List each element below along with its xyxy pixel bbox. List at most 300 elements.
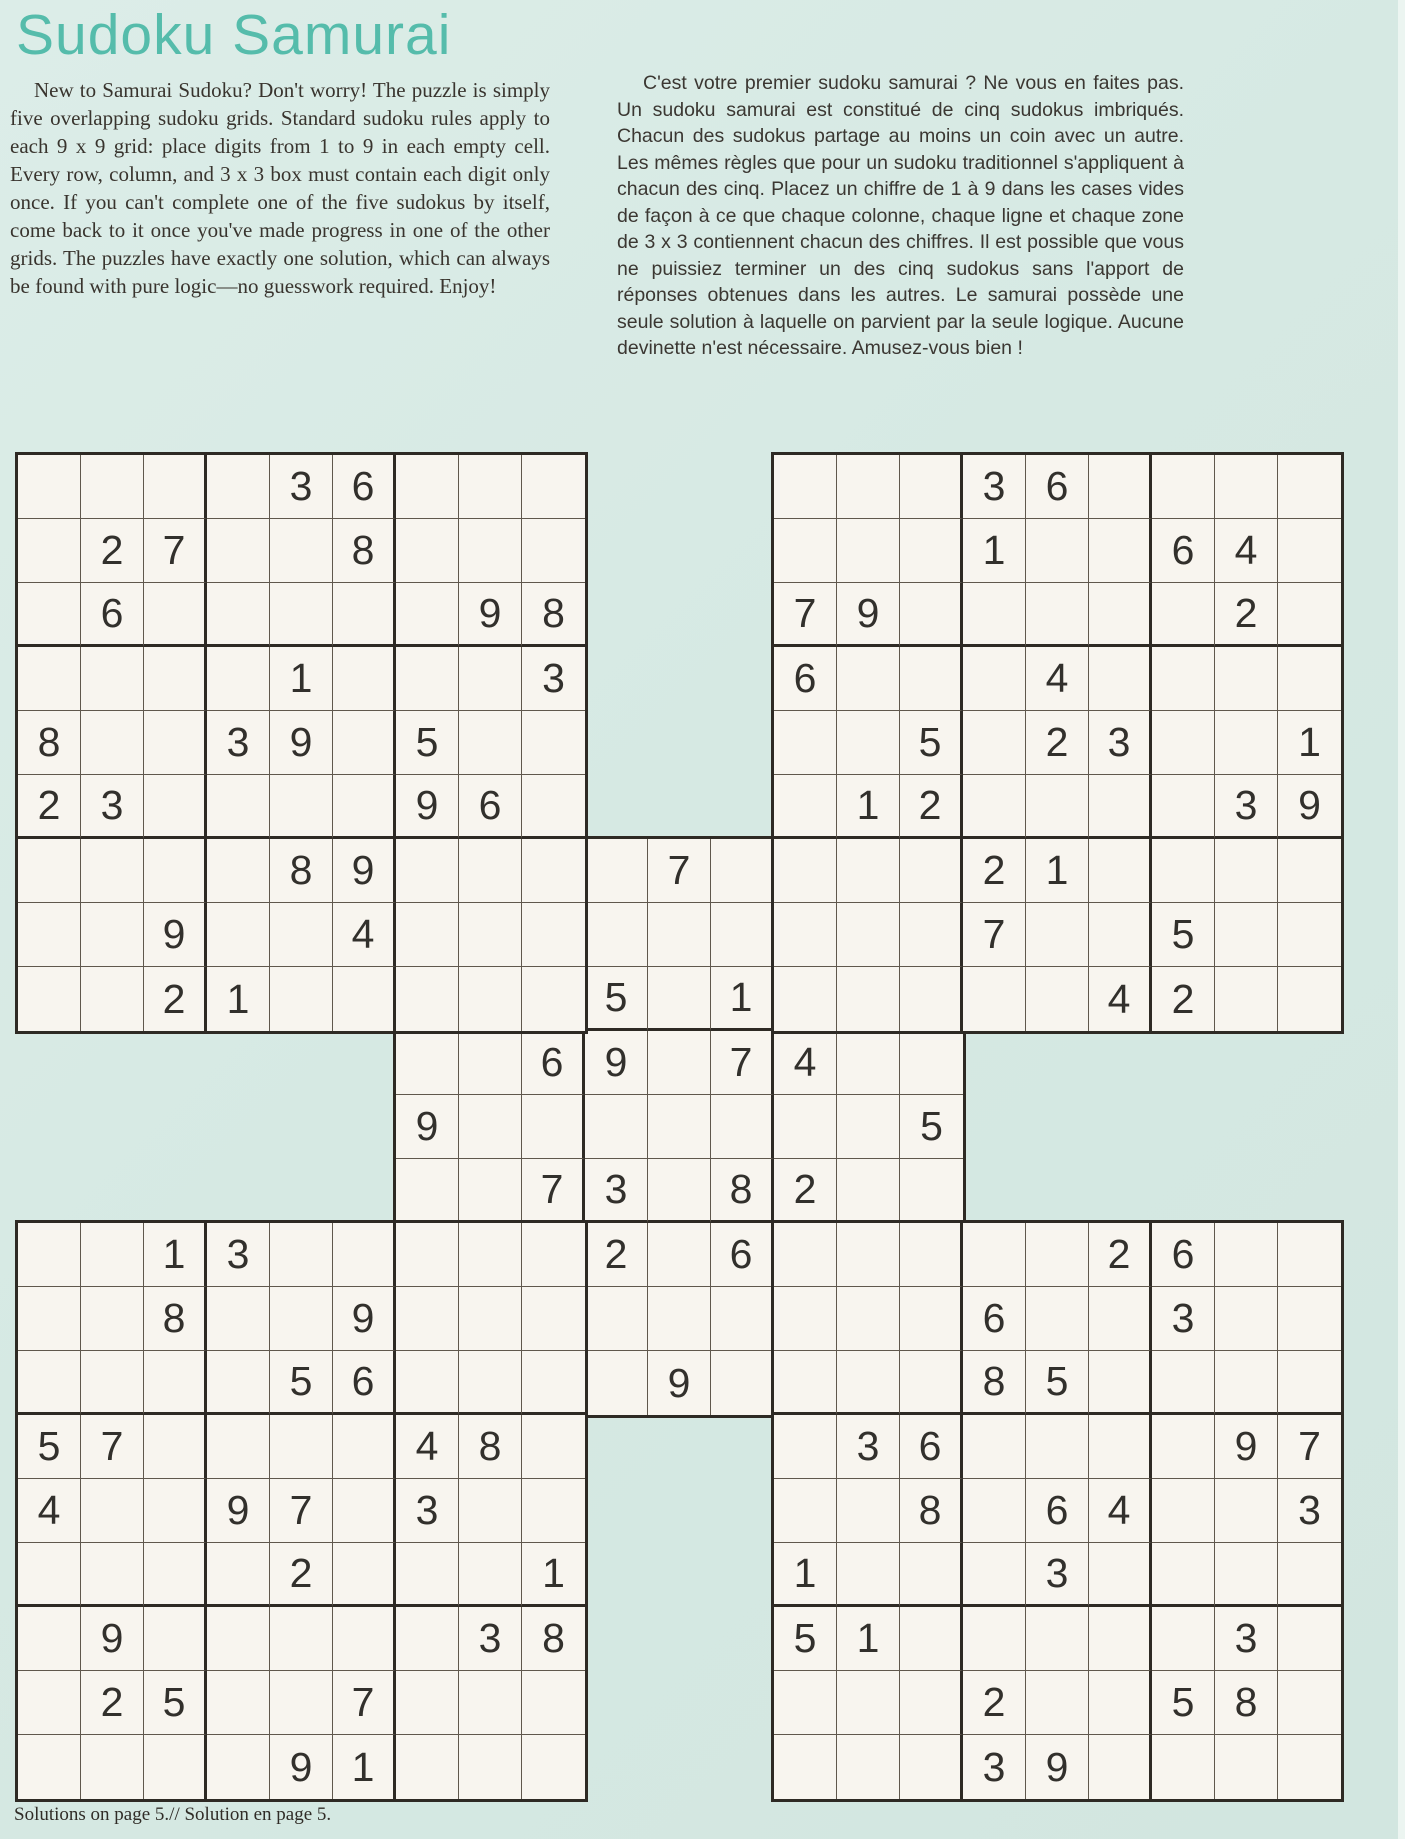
sudoku-cell <box>270 967 333 1031</box>
sudoku-cell <box>333 711 396 775</box>
sudoku-cell <box>207 1351 270 1415</box>
sudoku-cell <box>144 1351 207 1415</box>
sudoku-cell <box>459 1671 522 1735</box>
sudoku-cell <box>1089 1287 1152 1351</box>
sudoku-cell: 3 <box>207 711 270 775</box>
sudoku-cell <box>522 903 585 967</box>
sudoku-cell <box>1026 519 1089 583</box>
sudoku-cell <box>396 647 459 711</box>
sudoku-cell: 4 <box>774 1031 837 1095</box>
sudoku-cell <box>774 1479 837 1543</box>
sudoku-cell: 9 <box>1215 1415 1278 1479</box>
sudoku-cell <box>837 647 900 711</box>
sudoku-cell: 2 <box>774 1159 837 1223</box>
sudoku-cell: 3 <box>207 1223 270 1287</box>
sudoku-cell <box>963 1223 1026 1287</box>
sudoku-cell <box>774 711 837 775</box>
sudoku-cell <box>333 1223 396 1287</box>
sudoku-cell <box>144 1735 207 1799</box>
sudoku-cell <box>774 775 837 839</box>
sudoku-cell <box>396 455 459 519</box>
sudoku-cell <box>1089 1415 1152 1479</box>
sudoku-cell <box>1278 1543 1341 1607</box>
sudoku-cell <box>1026 903 1089 967</box>
sudoku-cell <box>837 839 900 903</box>
sudoku-cell: 3 <box>396 1479 459 1543</box>
sudoku-cell <box>396 1287 459 1351</box>
sudoku-cell: 3 <box>1152 1287 1215 1351</box>
sudoku-cell <box>837 1351 900 1415</box>
grid-bottom-left <box>15 1220 588 1802</box>
sudoku-cell <box>333 1607 396 1671</box>
sudoku-cell: 6 <box>459 775 522 839</box>
sudoku-cell <box>711 903 774 967</box>
solutions-note: Solutions on page 5.// Solution en page 5. <box>14 1804 332 1825</box>
sudoku-cell: 2 <box>81 1671 144 1735</box>
sudoku-cell <box>1215 1735 1278 1799</box>
intro-english: New to Samurai Sudoku? Don't worry! The puzzle is simply five overlapping sudoku grids. Standard sudoku rules apply to each 9 x 9 grid: place digits from 1 to 9 in each empty cell. Every row, column, and 3 x 3 box must contain each digit only once. If you can't complete one of the five sudokus by itself, come back to it once you've made progress in one of the other grids. The puzzles have exactly one solution, which can always be found with pure logic—no guesswork required. Enjoy! <box>10 78 550 298</box>
sudoku-cell: 5 <box>900 1095 963 1159</box>
sudoku-cell <box>1215 1287 1278 1351</box>
sudoku-cell <box>1089 1735 1152 1799</box>
sudoku-cell <box>1278 583 1341 647</box>
sudoku-cell: 9 <box>648 1351 711 1415</box>
sudoku-cell: 6 <box>81 583 144 647</box>
sudoku-cell <box>774 1287 837 1351</box>
sudoku-cell: 8 <box>522 583 585 647</box>
sudoku-cell: 1 <box>333 1735 396 1799</box>
sudoku-cell <box>396 1351 459 1415</box>
sudoku-cell <box>18 519 81 583</box>
sudoku-cell: 9 <box>207 1479 270 1543</box>
sudoku-cell: 1 <box>270 647 333 711</box>
sudoku-cell <box>1089 1671 1152 1735</box>
sudoku-cell: 2 <box>1026 711 1089 775</box>
sudoku-cell <box>774 455 837 519</box>
sudoku-cell <box>774 1351 837 1415</box>
sudoku-cell: 2 <box>585 1223 648 1287</box>
sudoku-cell: 9 <box>333 839 396 903</box>
sudoku-cell: 8 <box>963 1351 1026 1415</box>
sudoku-cell <box>1278 1223 1341 1287</box>
sudoku-cell <box>459 1159 522 1223</box>
sudoku-cell: 6 <box>1152 519 1215 583</box>
sudoku-cell <box>81 1543 144 1607</box>
sudoku-cell <box>900 1287 963 1351</box>
scan-edge-artifact <box>1398 0 1405 1839</box>
sudoku-cell <box>900 1671 963 1735</box>
sudoku-cell <box>459 1543 522 1607</box>
sudoku-cell: 5 <box>270 1351 333 1415</box>
sudoku-cell <box>459 903 522 967</box>
sudoku-cell: 8 <box>144 1287 207 1351</box>
sudoku-cell: 7 <box>711 1031 774 1095</box>
sudoku-cell <box>1152 647 1215 711</box>
sudoku-cell <box>144 583 207 647</box>
sudoku-cell <box>522 1095 585 1159</box>
sudoku-cell <box>1278 1671 1341 1735</box>
sudoku-cell <box>1215 839 1278 903</box>
sudoku-cell: 3 <box>837 1415 900 1479</box>
sudoku-cell <box>144 1479 207 1543</box>
sudoku-cell: 9 <box>396 1095 459 1159</box>
sudoku-cell <box>81 839 144 903</box>
sudoku-cell <box>585 903 648 967</box>
sudoku-cell <box>774 519 837 583</box>
sudoku-cell <box>18 1543 81 1607</box>
sudoku-cell <box>585 1287 648 1351</box>
sudoku-cell <box>1215 903 1278 967</box>
sudoku-cell: 1 <box>144 1223 207 1287</box>
sudoku-cell: 7 <box>648 839 711 903</box>
sudoku-cell <box>900 583 963 647</box>
sudoku-cell <box>144 1543 207 1607</box>
sudoku-cell: 1 <box>522 1543 585 1607</box>
sudoku-cell <box>963 1607 1026 1671</box>
sudoku-cell <box>1089 647 1152 711</box>
sudoku-cell: 3 <box>585 1159 648 1223</box>
sudoku-cell <box>774 1223 837 1287</box>
sudoku-cell <box>1215 711 1278 775</box>
intro-french: C'est votre premier sudoku samurai ? Ne vous en faites pas. Un sudoku samurai est constitué de cinq sudokus imbriqués. Chacun des sudokus partage au moins un coin avec un autre. Les mêmes règles que pour un sudoku traditionnel s'appliquent à chacun des cinq. Placez un chiffre de 1 à 9 dans les cases vides de façon à ce que chaque colonne, chaque ligne et chaque zone de 3 x 3 contiennent chacun des chiffres. Il est possible que vous ne puissiez terminer un des cinq sudokus sans l'apport de réponses obtenues dans les autres. Le samurai possède une seule solution à laquelle on parvient par la seule logique. Aucune devinette n'est nécessaire. Amusez-vous bien ! <box>617 72 1184 359</box>
sudoku-cell: 5 <box>1152 903 1215 967</box>
sudoku-cell: 2 <box>144 967 207 1031</box>
sudoku-cell <box>711 1095 774 1159</box>
sudoku-cell <box>1026 583 1089 647</box>
sudoku-cell: 7 <box>270 1479 333 1543</box>
sudoku-cell <box>333 1415 396 1479</box>
sudoku-cell <box>900 903 963 967</box>
sudoku-cell <box>396 967 459 1031</box>
sudoku-cell: 9 <box>459 583 522 647</box>
sudoku-cell <box>1152 711 1215 775</box>
grid-top-left <box>15 452 588 1034</box>
sudoku-cell <box>963 583 1026 647</box>
sudoku-cell <box>18 647 81 711</box>
sudoku-cell <box>207 455 270 519</box>
sudoku-cell <box>81 903 144 967</box>
sudoku-cell: 6 <box>774 647 837 711</box>
sudoku-cell <box>396 1543 459 1607</box>
sudoku-cell <box>18 839 81 903</box>
sudoku-cell <box>207 1543 270 1607</box>
sudoku-cell <box>837 1031 900 1095</box>
sudoku-cell: 9 <box>81 1607 144 1671</box>
page-title: Sudoku Samurai <box>16 3 452 67</box>
sudoku-cell <box>837 1543 900 1607</box>
sudoku-cell <box>963 967 1026 1031</box>
sudoku-cell: 4 <box>333 903 396 967</box>
sudoku-cell <box>396 1735 459 1799</box>
sudoku-cell <box>459 839 522 903</box>
sudoku-cell <box>1026 1415 1089 1479</box>
sudoku-cell <box>1215 1543 1278 1607</box>
sudoku-cell <box>963 711 1026 775</box>
sudoku-cell <box>522 455 585 519</box>
sudoku-cell: 8 <box>18 711 81 775</box>
sudoku-cell <box>333 775 396 839</box>
sudoku-cell <box>207 903 270 967</box>
sudoku-cell: 8 <box>1215 1671 1278 1735</box>
sudoku-cell: 2 <box>963 1671 1026 1735</box>
sudoku-cell: 9 <box>144 903 207 967</box>
sudoku-cell <box>1152 583 1215 647</box>
sudoku-cell: 6 <box>333 455 396 519</box>
sudoku-cell <box>396 839 459 903</box>
sudoku-cell: 2 <box>1215 583 1278 647</box>
sudoku-cell <box>81 1223 144 1287</box>
sudoku-cell <box>459 967 522 1031</box>
sudoku-cell: 8 <box>522 1607 585 1671</box>
sudoku-cell <box>396 903 459 967</box>
sudoku-cell <box>459 711 522 775</box>
sudoku-cell <box>1215 1351 1278 1415</box>
sudoku-cell <box>270 903 333 967</box>
sudoku-cell <box>18 455 81 519</box>
sudoku-cell <box>81 455 144 519</box>
sudoku-cell <box>900 519 963 583</box>
sudoku-cell <box>837 1735 900 1799</box>
sudoku-cell <box>522 1479 585 1543</box>
sudoku-cell: 5 <box>144 1671 207 1735</box>
sudoku-cell <box>396 1223 459 1287</box>
sudoku-cell <box>18 1223 81 1287</box>
sudoku-cell <box>18 967 81 1031</box>
sudoku-cell: 9 <box>1026 1735 1089 1799</box>
sudoku-cell <box>1152 1351 1215 1415</box>
sudoku-cell: 2 <box>18 775 81 839</box>
sudoku-cell <box>1215 455 1278 519</box>
sudoku-cell: 9 <box>270 1735 333 1799</box>
sudoku-cell <box>144 839 207 903</box>
sudoku-cell <box>81 647 144 711</box>
sudoku-cell: 8 <box>711 1159 774 1223</box>
sudoku-cell <box>270 519 333 583</box>
sudoku-cell: 2 <box>81 519 144 583</box>
sudoku-cell <box>1089 455 1152 519</box>
sudoku-cell <box>459 1479 522 1543</box>
sudoku-cell: 3 <box>1215 775 1278 839</box>
sudoku-cell <box>774 1415 837 1479</box>
sudoku-cell <box>459 1223 522 1287</box>
sudoku-cell <box>522 519 585 583</box>
sudoku-cell: 3 <box>459 1607 522 1671</box>
sudoku-cell <box>522 1223 585 1287</box>
sudoku-cell <box>837 967 900 1031</box>
grid-top-right <box>771 452 1344 1034</box>
sudoku-cell <box>837 1159 900 1223</box>
sudoku-cell <box>1152 775 1215 839</box>
sudoku-cell <box>270 1287 333 1351</box>
sudoku-cell: 1 <box>711 967 774 1031</box>
sudoku-cell <box>270 775 333 839</box>
sudoku-cell: 3 <box>1089 711 1152 775</box>
sudoku-cell <box>459 455 522 519</box>
sudoku-cell: 7 <box>333 1671 396 1735</box>
sudoku-cell <box>900 839 963 903</box>
sudoku-cell <box>900 1735 963 1799</box>
sudoku-cell <box>396 1671 459 1735</box>
sudoku-cell <box>585 1095 648 1159</box>
sudoku-cell <box>963 1415 1026 1479</box>
sudoku-cell <box>333 647 396 711</box>
sudoku-cell <box>396 1031 459 1095</box>
sudoku-cell <box>522 711 585 775</box>
sudoku-cell: 9 <box>585 1031 648 1095</box>
sudoku-cell <box>900 1351 963 1415</box>
sudoku-cell <box>18 1287 81 1351</box>
sudoku-cell: 5 <box>1026 1351 1089 1415</box>
sudoku-cell: 2 <box>963 839 1026 903</box>
sudoku-cell <box>837 1479 900 1543</box>
sudoku-cell <box>144 775 207 839</box>
sudoku-cell <box>81 1351 144 1415</box>
sudoku-cell: 3 <box>522 647 585 711</box>
sudoku-cell <box>711 839 774 903</box>
sudoku-cell <box>144 1415 207 1479</box>
sudoku-cell <box>522 839 585 903</box>
sudoku-cell <box>81 1735 144 1799</box>
sudoku-cell <box>459 647 522 711</box>
sudoku-cell <box>459 1351 522 1415</box>
sudoku-cell <box>1152 1735 1215 1799</box>
sudoku-cell: 7 <box>81 1415 144 1479</box>
sudoku-cell <box>522 1735 585 1799</box>
sudoku-cell <box>1278 967 1341 1031</box>
sudoku-cell <box>144 455 207 519</box>
sudoku-cell <box>1089 1351 1152 1415</box>
sudoku-cell: 4 <box>396 1415 459 1479</box>
sudoku-cell <box>774 1735 837 1799</box>
sudoku-cell <box>396 519 459 583</box>
sudoku-cell <box>144 1607 207 1671</box>
sudoku-cell <box>648 1223 711 1287</box>
sudoku-cell <box>207 647 270 711</box>
sudoku-cell <box>207 839 270 903</box>
sudoku-cell <box>1089 839 1152 903</box>
sudoku-cell <box>81 967 144 1031</box>
sudoku-cell <box>459 1287 522 1351</box>
sudoku-cell: 3 <box>963 455 1026 519</box>
sudoku-cell <box>81 1479 144 1543</box>
sudoku-cell: 7 <box>963 903 1026 967</box>
sudoku-cell <box>1278 839 1341 903</box>
sudoku-cell: 9 <box>270 711 333 775</box>
sudoku-cell <box>522 967 585 1031</box>
sudoku-cell: 8 <box>900 1479 963 1543</box>
sudoku-cell <box>18 583 81 647</box>
grid-bottom-right <box>771 1220 1344 1802</box>
sudoku-cell <box>1278 455 1341 519</box>
sudoku-cell: 3 <box>270 455 333 519</box>
sudoku-cell <box>270 583 333 647</box>
sudoku-cell <box>396 1159 459 1223</box>
sudoku-cell <box>1089 903 1152 967</box>
sudoku-cell: 6 <box>963 1287 1026 1351</box>
sudoku-cell <box>963 1479 1026 1543</box>
sudoku-cell <box>270 1415 333 1479</box>
sudoku-cell: 1 <box>207 967 270 1031</box>
sudoku-cell <box>18 903 81 967</box>
sudoku-cell: 2 <box>270 1543 333 1607</box>
sudoku-cell <box>459 1735 522 1799</box>
sudoku-cell <box>1152 455 1215 519</box>
sudoku-cell <box>270 1223 333 1287</box>
sudoku-cell <box>900 1031 963 1095</box>
sudoku-cell <box>207 1735 270 1799</box>
sudoku-cell: 5 <box>18 1415 81 1479</box>
sudoku-cell: 3 <box>963 1735 1026 1799</box>
sudoku-cell <box>900 967 963 1031</box>
sudoku-cell: 5 <box>1152 1671 1215 1735</box>
sudoku-cell <box>648 1031 711 1095</box>
sudoku-cell: 1 <box>837 1607 900 1671</box>
sudoku-cell <box>18 1671 81 1735</box>
sudoku-cell <box>648 1159 711 1223</box>
sudoku-cell <box>270 1607 333 1671</box>
sudoku-cell <box>459 519 522 583</box>
sudoku-cell: 1 <box>1026 839 1089 903</box>
sudoku-cell <box>1152 1479 1215 1543</box>
sudoku-cell: 9 <box>333 1287 396 1351</box>
sudoku-cell <box>1026 1287 1089 1351</box>
sudoku-cell <box>837 711 900 775</box>
sudoku-cell: 9 <box>837 583 900 647</box>
sudoku-cell <box>207 1415 270 1479</box>
sudoku-cell <box>837 455 900 519</box>
sudoku-cell <box>18 1607 81 1671</box>
sudoku-cell <box>585 1351 648 1415</box>
sudoku-cell <box>1152 1415 1215 1479</box>
sudoku-cell: 1 <box>1278 711 1341 775</box>
sudoku-cell <box>333 967 396 1031</box>
sudoku-cell <box>711 1351 774 1415</box>
sudoku-cell <box>1026 1607 1089 1671</box>
sudoku-cell <box>648 1287 711 1351</box>
sudoku-cell: 6 <box>1026 455 1089 519</box>
sudoku-cell <box>1026 967 1089 1031</box>
sudoku-cell <box>1215 647 1278 711</box>
sudoku-cell <box>1026 775 1089 839</box>
sudoku-cell <box>1026 1223 1089 1287</box>
sudoku-cell <box>396 583 459 647</box>
sudoku-cell: 4 <box>18 1479 81 1543</box>
sudoku-cell: 1 <box>837 775 900 839</box>
sudoku-cell: 3 <box>1278 1479 1341 1543</box>
sudoku-cell <box>1089 583 1152 647</box>
sudoku-cell <box>1278 1287 1341 1351</box>
sudoku-cell <box>774 839 837 903</box>
sudoku-cell: 9 <box>396 775 459 839</box>
sudoku-cell <box>963 775 1026 839</box>
sudoku-cell <box>207 519 270 583</box>
sudoku-cell <box>1215 967 1278 1031</box>
sudoku-cell <box>1089 519 1152 583</box>
sudoku-cell <box>837 1287 900 1351</box>
sudoku-cell: 6 <box>900 1415 963 1479</box>
sudoku-cell <box>207 775 270 839</box>
sudoku-cell: 3 <box>81 775 144 839</box>
sudoku-cell <box>648 967 711 1031</box>
sudoku-cell: 8 <box>270 839 333 903</box>
sudoku-cell <box>333 1543 396 1607</box>
sudoku-cell: 2 <box>1089 1223 1152 1287</box>
sudoku-cell <box>900 1543 963 1607</box>
sudoku-cell: 7 <box>144 519 207 583</box>
sudoku-cell <box>144 711 207 775</box>
sudoku-cell <box>711 1287 774 1351</box>
sudoku-cell <box>900 1159 963 1223</box>
